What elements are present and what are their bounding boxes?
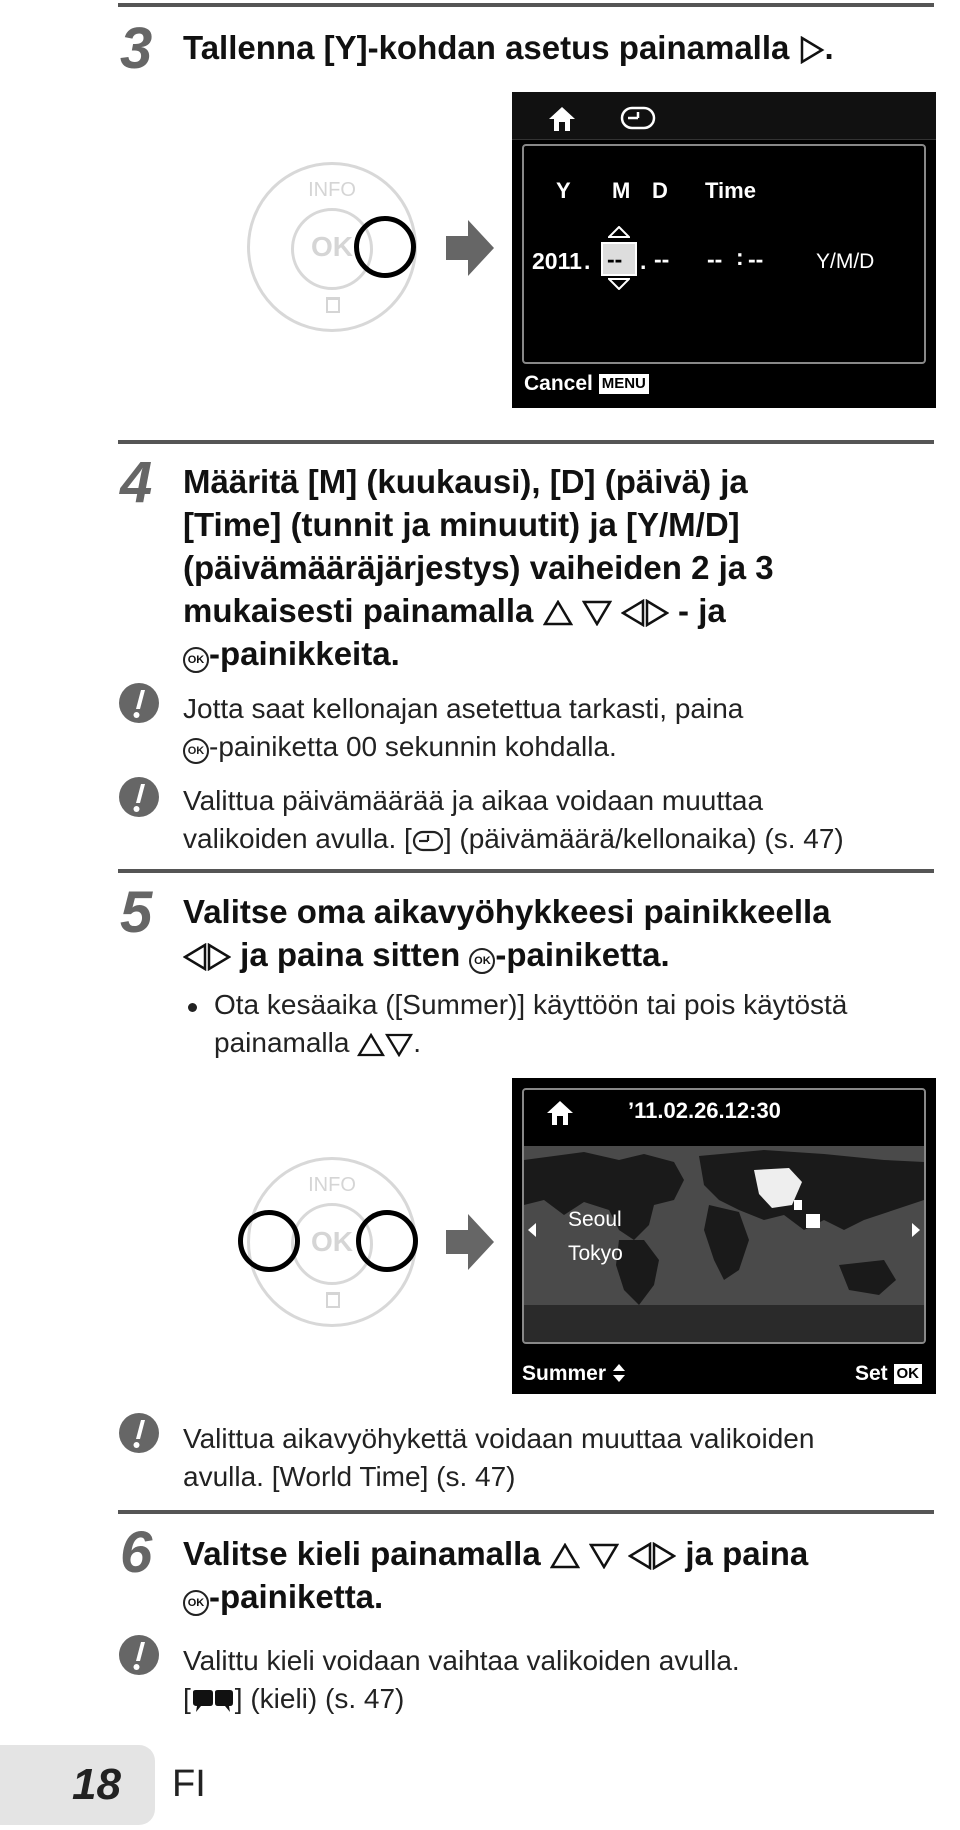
right-triangle-icon: [645, 599, 669, 627]
arrow-right-icon: [446, 1212, 496, 1272]
page-number: 18: [72, 1760, 121, 1809]
trash-icon: [326, 297, 340, 313]
note-clock-accuracy: Jotta saat kellonajan asetettua tarkasti, paina OK -painiketta 00 sekunnin kohdalla.: [183, 693, 744, 762]
day-value: --: [654, 246, 670, 272]
ok-button-icon: OK: [469, 948, 495, 974]
ok-key-icon: OK: [894, 1364, 923, 1384]
right-button-highlight: [354, 216, 416, 278]
caution-icon: [118, 1412, 160, 1454]
language-code: FI: [172, 1763, 206, 1805]
date-setting-screen: [512, 92, 936, 408]
right-triangle-icon: [652, 1542, 676, 1570]
minute-value: --: [748, 246, 764, 272]
caution-icon: [118, 776, 160, 818]
right-triangle-icon: [207, 943, 231, 971]
step6-heading: Valitse kieli painamalla ja paina OK -painiketta.: [183, 1535, 809, 1615]
col-m: M: [612, 178, 631, 203]
cancel-label: Cancel MENU: [524, 372, 649, 396]
up-down-arrows-icon: [612, 1363, 626, 1383]
top-rule: [118, 3, 934, 7]
step3-heading: Tallenna [Y]-kohdan asetus painamalla .: [183, 29, 834, 66]
step-number: 6: [120, 1520, 153, 1585]
home-icon: [546, 1100, 574, 1126]
bullet-summer-time: Ota kesäaika ([Summer)] käyttöön tai pois käytöstä painamalla .: [214, 989, 848, 1058]
ok-button-icon: OK: [183, 647, 209, 673]
up-arrow-icon: [608, 226, 630, 238]
time-colon: :: [736, 244, 744, 270]
up-triangle-icon: [357, 1033, 385, 1057]
bullet: [188, 1003, 197, 1012]
step-number: 3: [120, 16, 153, 81]
down-triangle-icon: [589, 1543, 619, 1569]
right-triangle-icon: [799, 36, 825, 64]
dot-separator-2: .: [640, 248, 647, 274]
down-arrow-icon: [608, 278, 630, 290]
up-triangle-icon: [543, 600, 573, 626]
note-language: Valittu kieli voidaan vaihtaa valikoiden avulla. [ ] (kieli) (s. 47): [183, 1645, 740, 1714]
month-value: --: [607, 246, 623, 272]
note-change-date: Valittua päivämäärää ja aikaa voidaan muuttaa valikoiden avulla. [ ] (päivämäärä/kellonaika) (s. 47): [183, 785, 844, 854]
clock-icon: [620, 106, 656, 130]
dot-separator: .: [584, 248, 591, 274]
caution-icon: [118, 682, 160, 724]
step5-rule: [118, 869, 934, 873]
col-time: Time: [705, 178, 756, 203]
current-datetime: ’11.02.26.12:30: [628, 1098, 781, 1123]
right-button-highlight: [356, 1210, 418, 1272]
down-triangle-icon: [582, 600, 612, 626]
step6-rule: [118, 1510, 934, 1514]
home-icon: [548, 106, 576, 132]
caution-icon: [118, 1634, 160, 1676]
date-format: Y/M/D: [816, 250, 875, 273]
col-d: D: [652, 178, 668, 203]
left-triangle-icon: [621, 599, 645, 627]
note-world-time: Valittua aikavyöhykettä voidaan muuttaa valikoiden avulla. [World Time] (s. 47): [183, 1423, 815, 1492]
down-triangle-icon: [385, 1033, 413, 1057]
col-y: Y: [556, 178, 571, 203]
info-label: INFO: [308, 1174, 356, 1196]
city-tokyo: Tokyo: [568, 1242, 623, 1265]
up-triangle-icon: [550, 1543, 580, 1569]
language-icon: [191, 1688, 235, 1714]
ok-button-icon: OK: [183, 738, 209, 764]
city-seoul: Seoul: [568, 1208, 622, 1231]
left-triangle-icon: [183, 943, 207, 971]
info-label: INFO: [308, 179, 356, 201]
summer-option: Summer: [522, 1362, 626, 1386]
step-number: 4: [120, 450, 153, 515]
left-triangle-icon: [628, 1542, 652, 1570]
world-time-screen: [512, 1078, 936, 1394]
ok-label: OK: [311, 231, 353, 262]
hour-value: --: [707, 246, 723, 272]
set-option: Set OK: [855, 1362, 922, 1386]
left-button-highlight: [238, 1210, 300, 1272]
trash-icon: [326, 1292, 340, 1308]
arrow-right-icon: [446, 218, 496, 278]
step4-heading: Määritä [M] (kuukausi), [D] (päivä) ja [Time] (tunnit ja minuutit) ja [Y/M/D] (päivämääräjärjestys) vaiheiden 2 ja 3 mukaisesti painamalla - ja OK -painikkeita.: [183, 463, 774, 672]
ok-label: OK: [311, 1226, 353, 1257]
step5-heading: Valitse oma aikavyöhykkeesi painikkeella ja paina sitten OK -painiketta.: [183, 893, 831, 973]
ok-button-icon: OK: [183, 1590, 209, 1616]
menu-key-icon: MENU: [599, 374, 649, 394]
step-number: 5: [120, 880, 153, 945]
step4-rule: [118, 440, 934, 444]
year-value: 2011: [532, 248, 582, 274]
clock-icon: [412, 830, 444, 852]
